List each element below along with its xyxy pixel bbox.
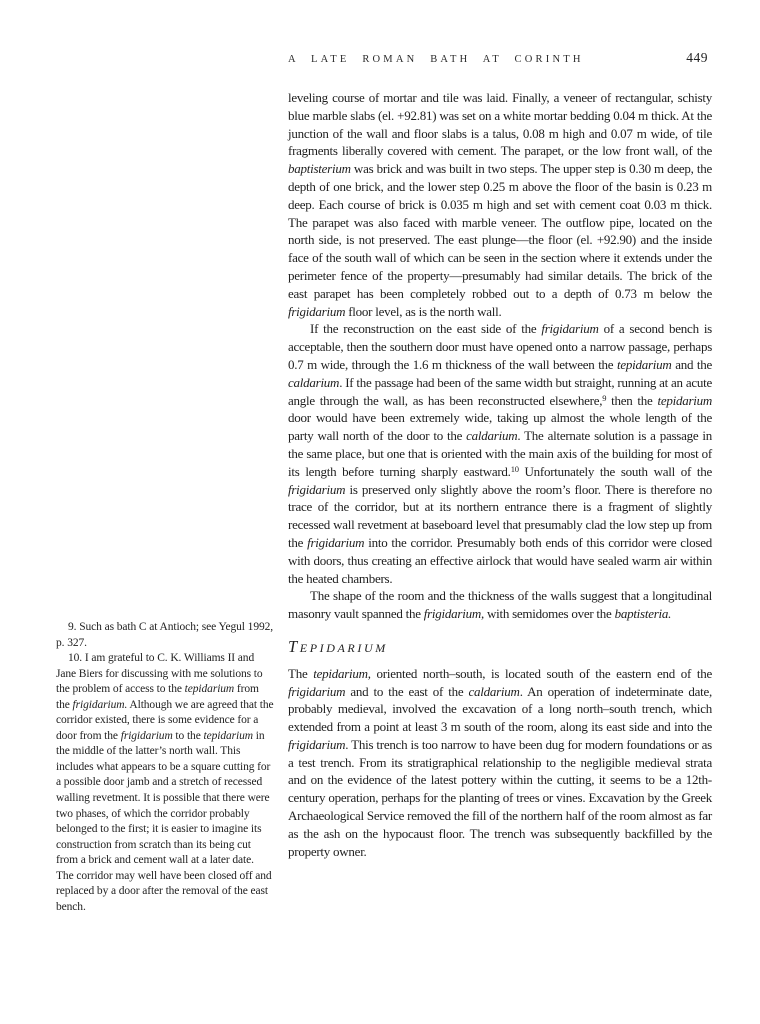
italic-term: frigidarium [288, 683, 346, 699]
italic-term: tepidarium [657, 392, 713, 408]
text-segment: is preserved only slightly above the room’s floor. There is therefore no trace of the corridor, but at its northern entrance there is a fragment of slightly recessed wall revetment at baseboard level that presumably clad the low step up from the [288, 481, 712, 550]
italic-term: frigidarium [288, 481, 346, 497]
section-heading: Tepidarium [288, 636, 388, 656]
main-text-column [288, 89, 712, 860]
text-segment: . If the passage had been of the same width but straight, running at an acute angle through the wall, as has been reconstructed elsewhere, [288, 374, 712, 408]
text-segment: door would have been extremely wide, taking up almost the whole length of the party wall north of the door to the [288, 410, 712, 444]
italic-term: tepidarium [184, 683, 235, 696]
text-segment: and the [671, 356, 713, 372]
paragraph [288, 587, 712, 623]
text-segment: into the corridor. Presumably both ends of this corridor were closed with doors, thus creating an effective airlock that would have sealed warm air within the heated chambers. [288, 534, 713, 586]
text-segment: floor level, as is the north wall. [345, 303, 502, 319]
paragraph [288, 89, 712, 320]
italic-term: frigidarium, [423, 606, 484, 622]
italic-term: frigidarium [541, 321, 599, 337]
italic-term: frigidarium. [72, 698, 128, 711]
text-segment: of a second bench is acceptable, then the southern door must have opened onto a narrow passage, perhaps 0.7 m wide, through the 1.6 m thickness of the wall between the [288, 321, 712, 372]
text-segment: The [288, 665, 314, 681]
footnotes-column [56, 620, 274, 915]
text-segment: If the reconstruction on the east side of the [310, 321, 542, 337]
italic-term: frigidarium [120, 729, 173, 742]
italic-term: frigidarium [288, 736, 346, 752]
text-segment: then the [606, 392, 658, 408]
footnote [56, 620, 274, 651]
text-segment: oriented north–south, is located south of the eastern end of the [370, 665, 712, 681]
italic-term: baptisteria. [614, 606, 672, 622]
italic-term: caldarium [288, 374, 340, 390]
page-number: 449 [686, 50, 708, 65]
paragraph [288, 665, 712, 861]
text-segment: . An operation of indeterminate date, probably medieval, involved the excavation of a long north–south trench, which extended from a point at least 3 m south of the room, along its east side and into the [288, 683, 712, 735]
text-segment: Unfortunately the south wall of the [518, 463, 712, 479]
footnote-reference: 9 [602, 392, 607, 403]
text-segment: 10. I am grateful to C. K. Williams II and Jane Biers for discussing with me solutions to the problem of access to the [56, 652, 263, 696]
italic-term: tepidarium [203, 729, 253, 742]
italic-term: caldarium [466, 428, 518, 444]
footnote-reference: 10 [510, 463, 519, 474]
text-segment: 9. Such as bath C at Antioch; see Yegul 1992, p. 327. [56, 621, 274, 649]
italic-term: caldarium [468, 683, 520, 699]
text-segment: from the [56, 683, 259, 711]
text-segment: and to the east of the [345, 683, 469, 699]
text-segment: The shape of the room and the thickness of the walls suggest that a longitudinal masonry vault spanned the [288, 588, 712, 622]
text-segment: Although we are agreed that the corridor existed, there is some evidence for a door from the [56, 698, 274, 742]
italic-term: tepidarium, [313, 665, 371, 681]
text-segment: leveling course of mortar and tile was laid. Finally, a veneer of rectangular, schisty blue marble slabs (el. +92.81) was set on a white mortar bedding 0.04 m thick. At the junction of the wall and floor slabs is a talus, 0.08 m high and 0.07 m wide, of tile fragments liberally covered with cement. The parapet, or the low front wall, of the [288, 90, 712, 159]
text-segment: was brick and was built in two steps. The upper step is 0.30 m deep, the depth of one brick, and the lower step 0.25 m above the floor of the basin is 0.23 m deep. Each course of brick is 0.035 m high and set with cement coat 0.03 m thick. The parapet was also faced with marble veneer. The outflow pipe, located on the north side, is not preserved. The east plunge—the floor (el. +92.90) and the inside face of the south wall of which can be seen in the section where it extends under the perimeter fence of the property—presumably had similar details. The brick of the east parapet has been completely robbed out to a depth of 0.73 m below the [288, 161, 712, 301]
text-segment: . The alternate solution is a passage in the same place, but one that is oriented with the main axis of the building for most of its length before turning sharply eastward. [288, 428, 712, 479]
running-title: A LATE ROMAN BATH AT CORINTH [288, 54, 584, 65]
italic-term: frigidarium [288, 303, 346, 319]
text-segment: with semidomes over the [483, 606, 615, 622]
page-header [288, 50, 708, 66]
text-segment: in the middle of the latter’s north wall. This includes what appears to be a square cutting for a possible door jamb and a stretch of recessed walling revetment. It is possible that there were two phases, of which the corridor probably belonged to the first; it is easier to imagine its construction from scratch than its being cut from a brick and cement wall at a later date. The corridor may well have been closed off and replaced by a door after the removal of the east bench. [56, 729, 272, 913]
italic-term: baptisterium [288, 161, 351, 177]
text-segment: . This trench is too narrow to have been dug for modern foundations or as a test trench. From its stratigraphical relationship to the negligible medieval strata and on the evidence of the latest pottery within the cutting, it seems to be a 12th-century operation, perhaps for the planting of trees or vines. Excavation by the Greek Archaeological Service removed the fill of the northern half of the room almost as far as the ash on the hypocaust floor. The trench was subsequently backfilled by the property owner. [288, 736, 712, 859]
italic-term: tepidarium [616, 356, 672, 372]
footnote [56, 651, 274, 915]
text-segment: to the [172, 729, 204, 742]
paragraph [288, 320, 712, 587]
italic-term: frigidarium [307, 534, 365, 550]
